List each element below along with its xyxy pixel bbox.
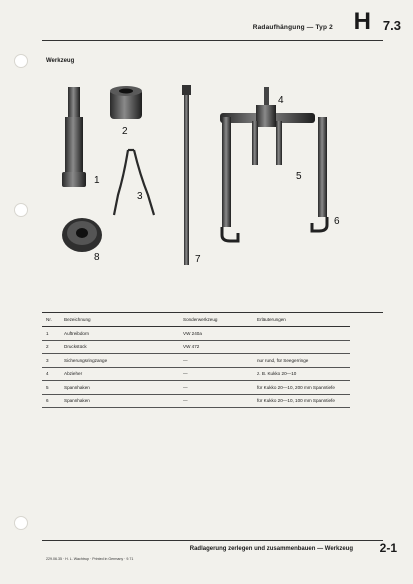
cell-name: Abzieher bbox=[64, 371, 83, 377]
tool-drift-punch bbox=[62, 87, 86, 187]
cell-nr: 6 bbox=[46, 398, 49, 404]
cell-name: Spannhaken bbox=[64, 398, 90, 404]
footer-print-info: 229.06.35 · H. L. Wachtrup · Printed in Germany · 9.71 bbox=[46, 557, 134, 561]
col-header-name: Bezeichnung bbox=[64, 316, 91, 322]
tools-illustration bbox=[40, 75, 380, 285]
figure-label-6: 6 bbox=[334, 216, 340, 227]
cell-notes: für Kukko 20—10, 200 mm Spanntiefe bbox=[257, 384, 335, 390]
header-code: H bbox=[353, 8, 371, 35]
cell-special-tool: — bbox=[183, 384, 188, 390]
footer-title: Radlagerung zerlegen und zusammenbauen — Werkzeug bbox=[189, 546, 353, 552]
col-header-special-tool: Sonderwerkzeug bbox=[183, 316, 218, 322]
tools-table bbox=[42, 312, 350, 408]
cell-special-tool: — bbox=[183, 398, 188, 404]
cell-notes bbox=[253, 327, 350, 341]
cell-nr: 4 bbox=[46, 371, 49, 377]
cell-nr: 2 bbox=[46, 344, 49, 350]
punch-hole bbox=[14, 516, 28, 530]
tool-puller bbox=[220, 87, 315, 165]
cell-name: Sicherungsringzange bbox=[64, 357, 108, 363]
tool-clamping-hook-200mm bbox=[222, 117, 238, 241]
cell-name: Auftreibdorn bbox=[64, 330, 90, 336]
cell-nr: 3 bbox=[46, 357, 49, 363]
header-title: Radaufhängung — Typ 2 bbox=[252, 24, 333, 31]
cell-notes: für Kukko 20—10, 100 mm Spanntiefe bbox=[257, 398, 335, 404]
cell-name: Druckstück bbox=[64, 344, 87, 350]
col-header-nr: Nr. bbox=[46, 316, 52, 322]
figure-label-4: 4 bbox=[278, 95, 284, 106]
cell-notes bbox=[253, 340, 350, 354]
header-rule bbox=[42, 40, 383, 41]
tool-circlip-pliers bbox=[114, 150, 154, 215]
cell-notes: nur rund, für Seegerringe bbox=[257, 357, 309, 363]
section-title: Werkzeug bbox=[46, 58, 75, 64]
cell-notes: z. B. Kukko 20—10 bbox=[257, 371, 297, 377]
figure-label-7: 7 bbox=[195, 254, 201, 265]
cell-special-tool: — bbox=[183, 357, 188, 363]
punch-hole bbox=[14, 203, 28, 217]
cell-name: Spannhaken bbox=[64, 384, 90, 390]
table-row bbox=[42, 327, 350, 341]
table-row bbox=[42, 354, 350, 368]
table-row bbox=[42, 367, 350, 381]
table-header-row bbox=[42, 312, 350, 327]
figure-label-5: 5 bbox=[296, 171, 302, 182]
punch-hole bbox=[14, 54, 28, 68]
figure-label-2: 2 bbox=[122, 126, 128, 137]
figure-label-8: 8 bbox=[94, 252, 100, 263]
cell-special-tool: VW 240a bbox=[183, 330, 202, 336]
cell-special-tool: VW 472 bbox=[183, 344, 200, 350]
col-header-notes: Erläuterungen bbox=[257, 316, 286, 322]
header-page-number: 7.3 bbox=[382, 18, 401, 33]
table-row bbox=[42, 381, 350, 395]
tool-clamping-hook-100mm bbox=[312, 117, 327, 231]
table-row bbox=[42, 340, 350, 354]
footer-rule bbox=[42, 540, 383, 541]
cell-special-tool: — bbox=[183, 371, 188, 377]
table-row bbox=[42, 394, 350, 408]
cell-nr: 1 bbox=[46, 330, 49, 336]
tool-long-rod bbox=[182, 85, 191, 265]
tool-pressure-piece bbox=[110, 86, 142, 119]
figure-label-1: 1 bbox=[94, 175, 100, 186]
tool-ring-bushing bbox=[62, 218, 102, 252]
footer-page-number: 2-1 bbox=[379, 541, 397, 555]
cell-nr: 5 bbox=[46, 384, 49, 390]
figure-label-3: 3 bbox=[137, 191, 143, 202]
